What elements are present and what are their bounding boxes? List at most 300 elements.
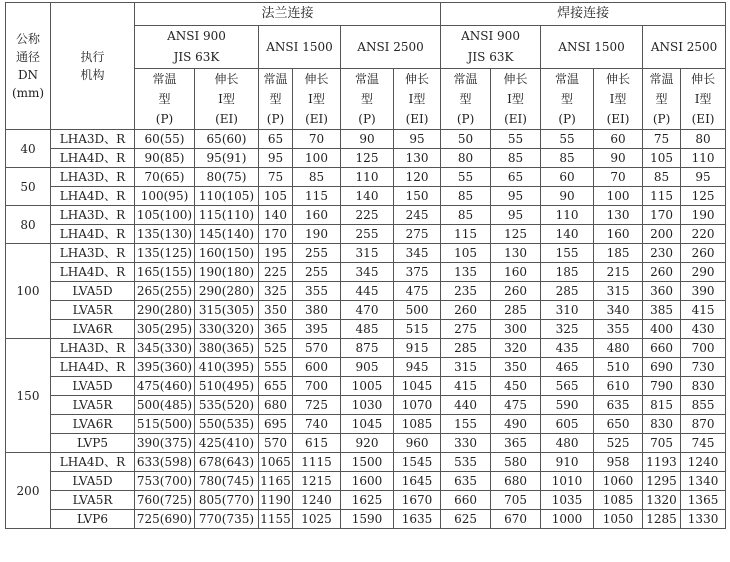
value-cell: 245	[394, 206, 441, 225]
table-row	[6, 206, 726, 225]
subtype-normal-header	[135, 69, 195, 130]
value-cell: 390	[681, 282, 726, 301]
value-cell: 160	[594, 225, 643, 244]
value-cell: 305(295)	[135, 320, 195, 339]
value-cell: 65	[259, 130, 293, 149]
nominal-diameter-cell: 100	[6, 244, 51, 339]
actuator-model-cell: LVA6R	[51, 415, 135, 434]
subtype-extension-header	[195, 69, 259, 130]
value-cell: 275	[394, 225, 441, 244]
subtype-line: 常温	[152, 72, 177, 86]
table-header	[6, 3, 726, 130]
value-cell: 85	[441, 206, 491, 225]
value-cell: 725(690)	[135, 510, 195, 529]
subtype-line: Ⅰ型	[408, 92, 426, 106]
value-cell: 110	[541, 206, 594, 225]
corner-line-1: 公称	[15, 32, 40, 46]
value-cell: 235	[441, 282, 491, 301]
value-cell: 315	[594, 282, 643, 301]
value-cell: 1065	[259, 453, 293, 472]
actuator-model-cell: LVA6R	[51, 320, 135, 339]
table-row	[6, 149, 726, 168]
subtype-line: 型	[655, 92, 668, 106]
table-row	[6, 339, 726, 358]
value-cell: 1000	[541, 510, 594, 529]
value-cell: 730	[681, 358, 726, 377]
subtype-line: 伸长	[214, 72, 239, 86]
value-cell: 200	[643, 225, 681, 244]
table-row	[6, 358, 726, 377]
actuator-model-cell: LHA4D、R	[51, 453, 135, 472]
value-cell: 515	[394, 320, 441, 339]
value-cell: 75	[259, 168, 293, 187]
value-cell: 470	[341, 301, 394, 320]
subtype-line: 伸长	[405, 72, 430, 86]
value-cell: 345(330)	[135, 339, 195, 358]
subtype-line: (P)	[558, 112, 576, 126]
actuator-model-cell: LVA5R	[51, 396, 135, 415]
value-cell: 115(110)	[195, 206, 259, 225]
table-row	[6, 453, 726, 472]
value-cell: 430	[681, 320, 726, 339]
value-cell: 1190	[259, 491, 293, 510]
value-cell: 90	[341, 130, 394, 149]
subtype-extension-header	[594, 69, 643, 130]
value-cell: 130	[394, 149, 441, 168]
value-cell: 410(395)	[195, 358, 259, 377]
actuator-model-cell: LHA4D、R	[51, 358, 135, 377]
actuator-model-cell: LVA5D	[51, 282, 135, 301]
value-cell: 725	[293, 396, 341, 415]
value-cell: 680	[259, 396, 293, 415]
actuator-model-cell: LHA3D、R	[51, 168, 135, 187]
value-cell: 285	[541, 282, 594, 301]
subtype-extension-header	[491, 69, 541, 130]
value-cell: 635	[594, 396, 643, 415]
value-cell: 85	[541, 149, 594, 168]
table-body	[6, 130, 726, 529]
subtype-line: Ⅰ型	[507, 92, 524, 106]
flange-connection-header: 法兰连接	[135, 3, 441, 26]
value-cell: 855	[681, 396, 726, 415]
value-cell: 1060	[594, 472, 643, 491]
value-cell: 95	[259, 149, 293, 168]
value-cell: 425(410)	[195, 434, 259, 453]
value-cell: 500(485)	[135, 396, 195, 415]
spec-table-wrapper	[5, 2, 725, 529]
subtype-line: Ⅰ型	[694, 92, 712, 106]
value-cell: 190	[293, 225, 341, 244]
value-cell: 380(365)	[195, 339, 259, 358]
nominal-diameter-cell: 200	[6, 453, 51, 529]
value-cell: 1240	[293, 491, 341, 510]
subtype-line: (EⅠ)	[691, 112, 715, 126]
value-cell: 830	[643, 415, 681, 434]
value-cell: 1010	[541, 472, 594, 491]
value-cell: 160	[491, 263, 541, 282]
value-cell: 1050	[594, 510, 643, 529]
table-row	[6, 168, 726, 187]
actuator-model-cell: LHA4D、R	[51, 263, 135, 282]
subtype-normal-header	[341, 69, 394, 130]
value-cell: 190	[681, 206, 726, 225]
value-cell: 100	[293, 149, 341, 168]
value-cell: 570	[259, 434, 293, 453]
value-cell: 1365	[681, 491, 726, 510]
value-cell: 160(150)	[195, 244, 259, 263]
weld-ansi2500-header: ANSI 2500	[643, 26, 726, 69]
value-cell: 525	[594, 434, 643, 453]
actuator-model-cell: LVP5	[51, 434, 135, 453]
value-cell: 485	[341, 320, 394, 339]
value-cell: 1085	[594, 491, 643, 510]
subtype-line: (P)	[155, 112, 174, 126]
value-cell: 380	[293, 301, 341, 320]
value-cell: 633(598)	[135, 453, 195, 472]
value-cell: 260	[681, 244, 726, 263]
value-cell: 345	[341, 263, 394, 282]
value-cell: 330(320)	[195, 320, 259, 339]
value-cell: 355	[293, 282, 341, 301]
actuator-model-cell: LHA3D、R	[51, 339, 135, 358]
corner-line-4: (mm)	[11, 86, 45, 100]
value-cell: 760(725)	[135, 491, 195, 510]
value-cell: 55	[541, 130, 594, 149]
value-cell: 1070	[394, 396, 441, 415]
subtype-line: 伸长	[304, 72, 329, 86]
value-cell: 285	[491, 301, 541, 320]
subtype-line: Ⅰ型	[308, 92, 325, 106]
value-cell: 125	[491, 225, 541, 244]
value-cell: 340	[594, 301, 643, 320]
value-cell: 635	[441, 472, 491, 491]
value-cell: 1600	[341, 472, 394, 491]
actuator-header	[51, 3, 135, 130]
value-cell: 920	[341, 434, 394, 453]
value-cell: 570	[293, 339, 341, 358]
actuator-model-cell: LVA5R	[51, 301, 135, 320]
flange-ansi900-jis63k-header	[135, 26, 259, 69]
subtype-line: 伸长	[503, 72, 528, 86]
table-row	[6, 320, 726, 339]
value-cell: 195	[259, 244, 293, 263]
value-cell: 415	[681, 301, 726, 320]
value-cell: 705	[643, 434, 681, 453]
actuator-model-cell: LVA5D	[51, 377, 135, 396]
actuator-line-1: 执行	[80, 50, 105, 64]
value-cell: 115	[643, 187, 681, 206]
value-cell: 215	[594, 263, 643, 282]
value-cell: 1500	[341, 453, 394, 472]
value-cell: 510	[594, 358, 643, 377]
weld-ansi900-jis63k-header	[441, 26, 541, 69]
value-cell: 145(140)	[195, 225, 259, 244]
value-cell: 160	[293, 206, 341, 225]
value-cell: 225	[341, 206, 394, 225]
value-cell: 255	[293, 263, 341, 282]
value-cell: 105	[259, 187, 293, 206]
value-cell: 100(95)	[135, 187, 195, 206]
value-cell: 300	[491, 320, 541, 339]
value-cell: 105(100)	[135, 206, 195, 225]
flange-ansi2500-header: ANSI 2500	[341, 26, 441, 69]
table-row	[6, 377, 726, 396]
value-cell: 310	[541, 301, 594, 320]
actuator-model-cell: LVA5D	[51, 472, 135, 491]
value-cell: 260	[441, 301, 491, 320]
subtype-line: 型	[459, 92, 472, 106]
value-cell: 440	[441, 396, 491, 415]
value-cell: 445	[341, 282, 394, 301]
value-cell: 95	[491, 187, 541, 206]
value-cell: 90(85)	[135, 149, 195, 168]
value-cell: 870	[681, 415, 726, 434]
value-cell: 85	[441, 187, 491, 206]
value-cell: 60	[541, 168, 594, 187]
subtype-line: 型	[561, 92, 574, 106]
value-cell: 185	[594, 244, 643, 263]
subtype-normal-header	[643, 69, 681, 130]
value-cell: 255	[341, 225, 394, 244]
value-cell: 1545	[394, 453, 441, 472]
weld-ansi1500-header: ANSI 1500	[541, 26, 643, 69]
value-cell: 915	[394, 339, 441, 358]
value-cell: 1590	[341, 510, 394, 529]
table-row	[6, 396, 726, 415]
value-cell: 1635	[394, 510, 441, 529]
subtype-line: Ⅰ型	[609, 92, 627, 106]
subtype-normal-header	[541, 69, 594, 130]
actuator-model-cell: LHA3D、R	[51, 130, 135, 149]
value-cell: 170	[643, 206, 681, 225]
value-cell: 480	[541, 434, 594, 453]
nominal-diameter-cell: 80	[6, 206, 51, 244]
value-cell: 355	[594, 320, 643, 339]
value-cell: 290(280)	[195, 282, 259, 301]
value-cell: 770(735)	[195, 510, 259, 529]
value-cell: 135	[441, 263, 491, 282]
value-cell: 1625	[341, 491, 394, 510]
value-cell: 255	[293, 244, 341, 263]
value-cell: 325	[259, 282, 293, 301]
value-cell: 115	[293, 187, 341, 206]
value-cell: 960	[394, 434, 441, 453]
subtype-line: (EⅠ)	[215, 112, 238, 126]
value-cell: 115	[441, 225, 491, 244]
value-cell: 660	[441, 491, 491, 510]
actuator-line-2: 机构	[80, 68, 105, 82]
value-cell: 55	[491, 130, 541, 149]
subtype-line: Ⅰ型	[218, 92, 235, 106]
nominal-diameter-cell: 40	[6, 130, 51, 168]
value-cell: 945	[394, 358, 441, 377]
value-cell: 1165	[259, 472, 293, 491]
value-cell: 605	[541, 415, 594, 434]
value-cell: 315	[441, 358, 491, 377]
value-cell: 550(535)	[195, 415, 259, 434]
value-cell: 220	[681, 225, 726, 244]
value-cell: 535(520)	[195, 396, 259, 415]
nominal-diameter-cell: 150	[6, 339, 51, 453]
value-cell: 315	[341, 244, 394, 263]
value-cell: 315(305)	[195, 301, 259, 320]
value-cell: 345	[394, 244, 441, 263]
value-cell: 155	[541, 244, 594, 263]
table-row	[6, 491, 726, 510]
value-cell: 600	[293, 358, 341, 377]
value-cell: 705	[491, 491, 541, 510]
value-cell: 105	[643, 149, 681, 168]
subtype-normal-header	[441, 69, 491, 130]
value-cell: 1085	[394, 415, 441, 434]
value-cell: 1285	[643, 510, 681, 529]
value-cell: 385	[643, 301, 681, 320]
actuator-model-cell: LHA3D、R	[51, 244, 135, 263]
value-cell: 678(643)	[195, 453, 259, 472]
value-cell: 85	[491, 149, 541, 168]
value-cell: 830	[681, 377, 726, 396]
value-cell: 475	[491, 396, 541, 415]
value-cell: 1005	[341, 377, 394, 396]
value-cell: 165(155)	[135, 263, 195, 282]
value-cell: 290	[681, 263, 726, 282]
value-cell: 80	[681, 130, 726, 149]
subtype-line: 型	[360, 92, 373, 106]
value-cell: 50	[441, 130, 491, 149]
value-cell: 510(495)	[195, 377, 259, 396]
value-cell: 135(125)	[135, 244, 195, 263]
subtype-line: (EⅠ)	[504, 112, 527, 126]
value-cell: 225	[259, 263, 293, 282]
value-cell: 125	[341, 149, 394, 168]
value-cell: 230	[643, 244, 681, 263]
value-cell: 360	[643, 282, 681, 301]
flange-ansi1500-header: ANSI 1500	[259, 26, 341, 69]
value-cell: 155	[441, 415, 491, 434]
value-cell: 465	[541, 358, 594, 377]
nominal-diameter-cell: 50	[6, 168, 51, 206]
value-cell: 85	[293, 168, 341, 187]
subtype-line: 常温	[453, 72, 478, 86]
value-cell: 1155	[259, 510, 293, 529]
value-cell: 90	[594, 149, 643, 168]
value-cell: 700	[681, 339, 726, 358]
value-cell: 753(700)	[135, 472, 195, 491]
value-cell: 365	[491, 434, 541, 453]
value-cell: 580	[491, 453, 541, 472]
value-cell: 140	[341, 187, 394, 206]
value-cell: 320	[491, 339, 541, 358]
table-row	[6, 434, 726, 453]
value-cell: 958	[594, 453, 643, 472]
actuator-model-cell: LVA5R	[51, 491, 135, 510]
value-cell: 690	[643, 358, 681, 377]
subtype-line: (EⅠ)	[305, 112, 328, 126]
subtype-line: (P)	[266, 112, 285, 126]
value-cell: 95(91)	[195, 149, 259, 168]
value-cell: 80(75)	[195, 168, 259, 187]
subtype-normal-header	[259, 69, 293, 130]
value-cell: 1295	[643, 472, 681, 491]
value-cell: 1115	[293, 453, 341, 472]
value-cell: 90	[541, 187, 594, 206]
value-cell: 1035	[541, 491, 594, 510]
value-cell: 75	[643, 130, 681, 149]
weld-connection-header: 焊接连接	[441, 3, 726, 26]
value-cell: 185	[541, 263, 594, 282]
value-cell: 450	[491, 377, 541, 396]
value-cell: 615	[293, 434, 341, 453]
value-cell: 350	[259, 301, 293, 320]
table-row	[6, 187, 726, 206]
value-cell: 140	[259, 206, 293, 225]
value-cell: 660	[643, 339, 681, 358]
value-cell: 1193	[643, 453, 681, 472]
value-cell: 525	[259, 339, 293, 358]
actuator-model-cell: LVP6	[51, 510, 135, 529]
value-cell: 285	[441, 339, 491, 358]
value-cell: 565	[541, 377, 594, 396]
corner-line-3: DN	[17, 68, 39, 82]
class-line-2: JIS 63K	[173, 50, 220, 64]
value-cell: 55	[441, 168, 491, 187]
value-cell: 490	[491, 415, 541, 434]
value-cell: 365	[259, 320, 293, 339]
value-cell: 500	[394, 301, 441, 320]
value-cell: 1030	[341, 396, 394, 415]
actuator-model-cell: LHA4D、R	[51, 149, 135, 168]
value-cell: 815	[643, 396, 681, 415]
value-cell: 65	[491, 168, 541, 187]
subtype-line: (P)	[358, 112, 376, 126]
subtype-line: 常温	[263, 72, 288, 86]
subtype-line: 常温	[354, 72, 379, 86]
value-cell: 130	[594, 206, 643, 225]
value-cell: 125	[681, 187, 726, 206]
value-cell: 260	[491, 282, 541, 301]
nominal-diameter-header	[6, 3, 51, 130]
value-cell: 260	[643, 263, 681, 282]
table-row	[6, 510, 726, 529]
value-cell: 680	[491, 472, 541, 491]
value-cell: 1330	[681, 510, 726, 529]
value-cell: 395	[293, 320, 341, 339]
value-cell: 150	[394, 187, 441, 206]
corner-line-2: 通径	[15, 50, 40, 64]
value-cell: 790	[643, 377, 681, 396]
value-cell: 905	[341, 358, 394, 377]
value-cell: 555	[259, 358, 293, 377]
actuator-model-cell: LHA4D、R	[51, 187, 135, 206]
value-cell: 275	[441, 320, 491, 339]
value-cell: 1045	[341, 415, 394, 434]
value-cell: 65(60)	[195, 130, 259, 149]
subtype-extension-header	[293, 69, 341, 130]
value-cell: 95	[681, 168, 726, 187]
value-cell: 910	[541, 453, 594, 472]
actuator-model-cell: LHA4D、R	[51, 225, 135, 244]
value-cell: 475	[394, 282, 441, 301]
dimension-table	[5, 2, 726, 529]
value-cell: 190(180)	[195, 263, 259, 282]
value-cell: 85	[643, 168, 681, 187]
table-row	[6, 415, 726, 434]
value-cell: 60	[594, 130, 643, 149]
value-cell: 475(460)	[135, 377, 195, 396]
value-cell: 95	[491, 206, 541, 225]
subtype-line: 型	[269, 92, 282, 106]
value-cell: 780(745)	[195, 472, 259, 491]
